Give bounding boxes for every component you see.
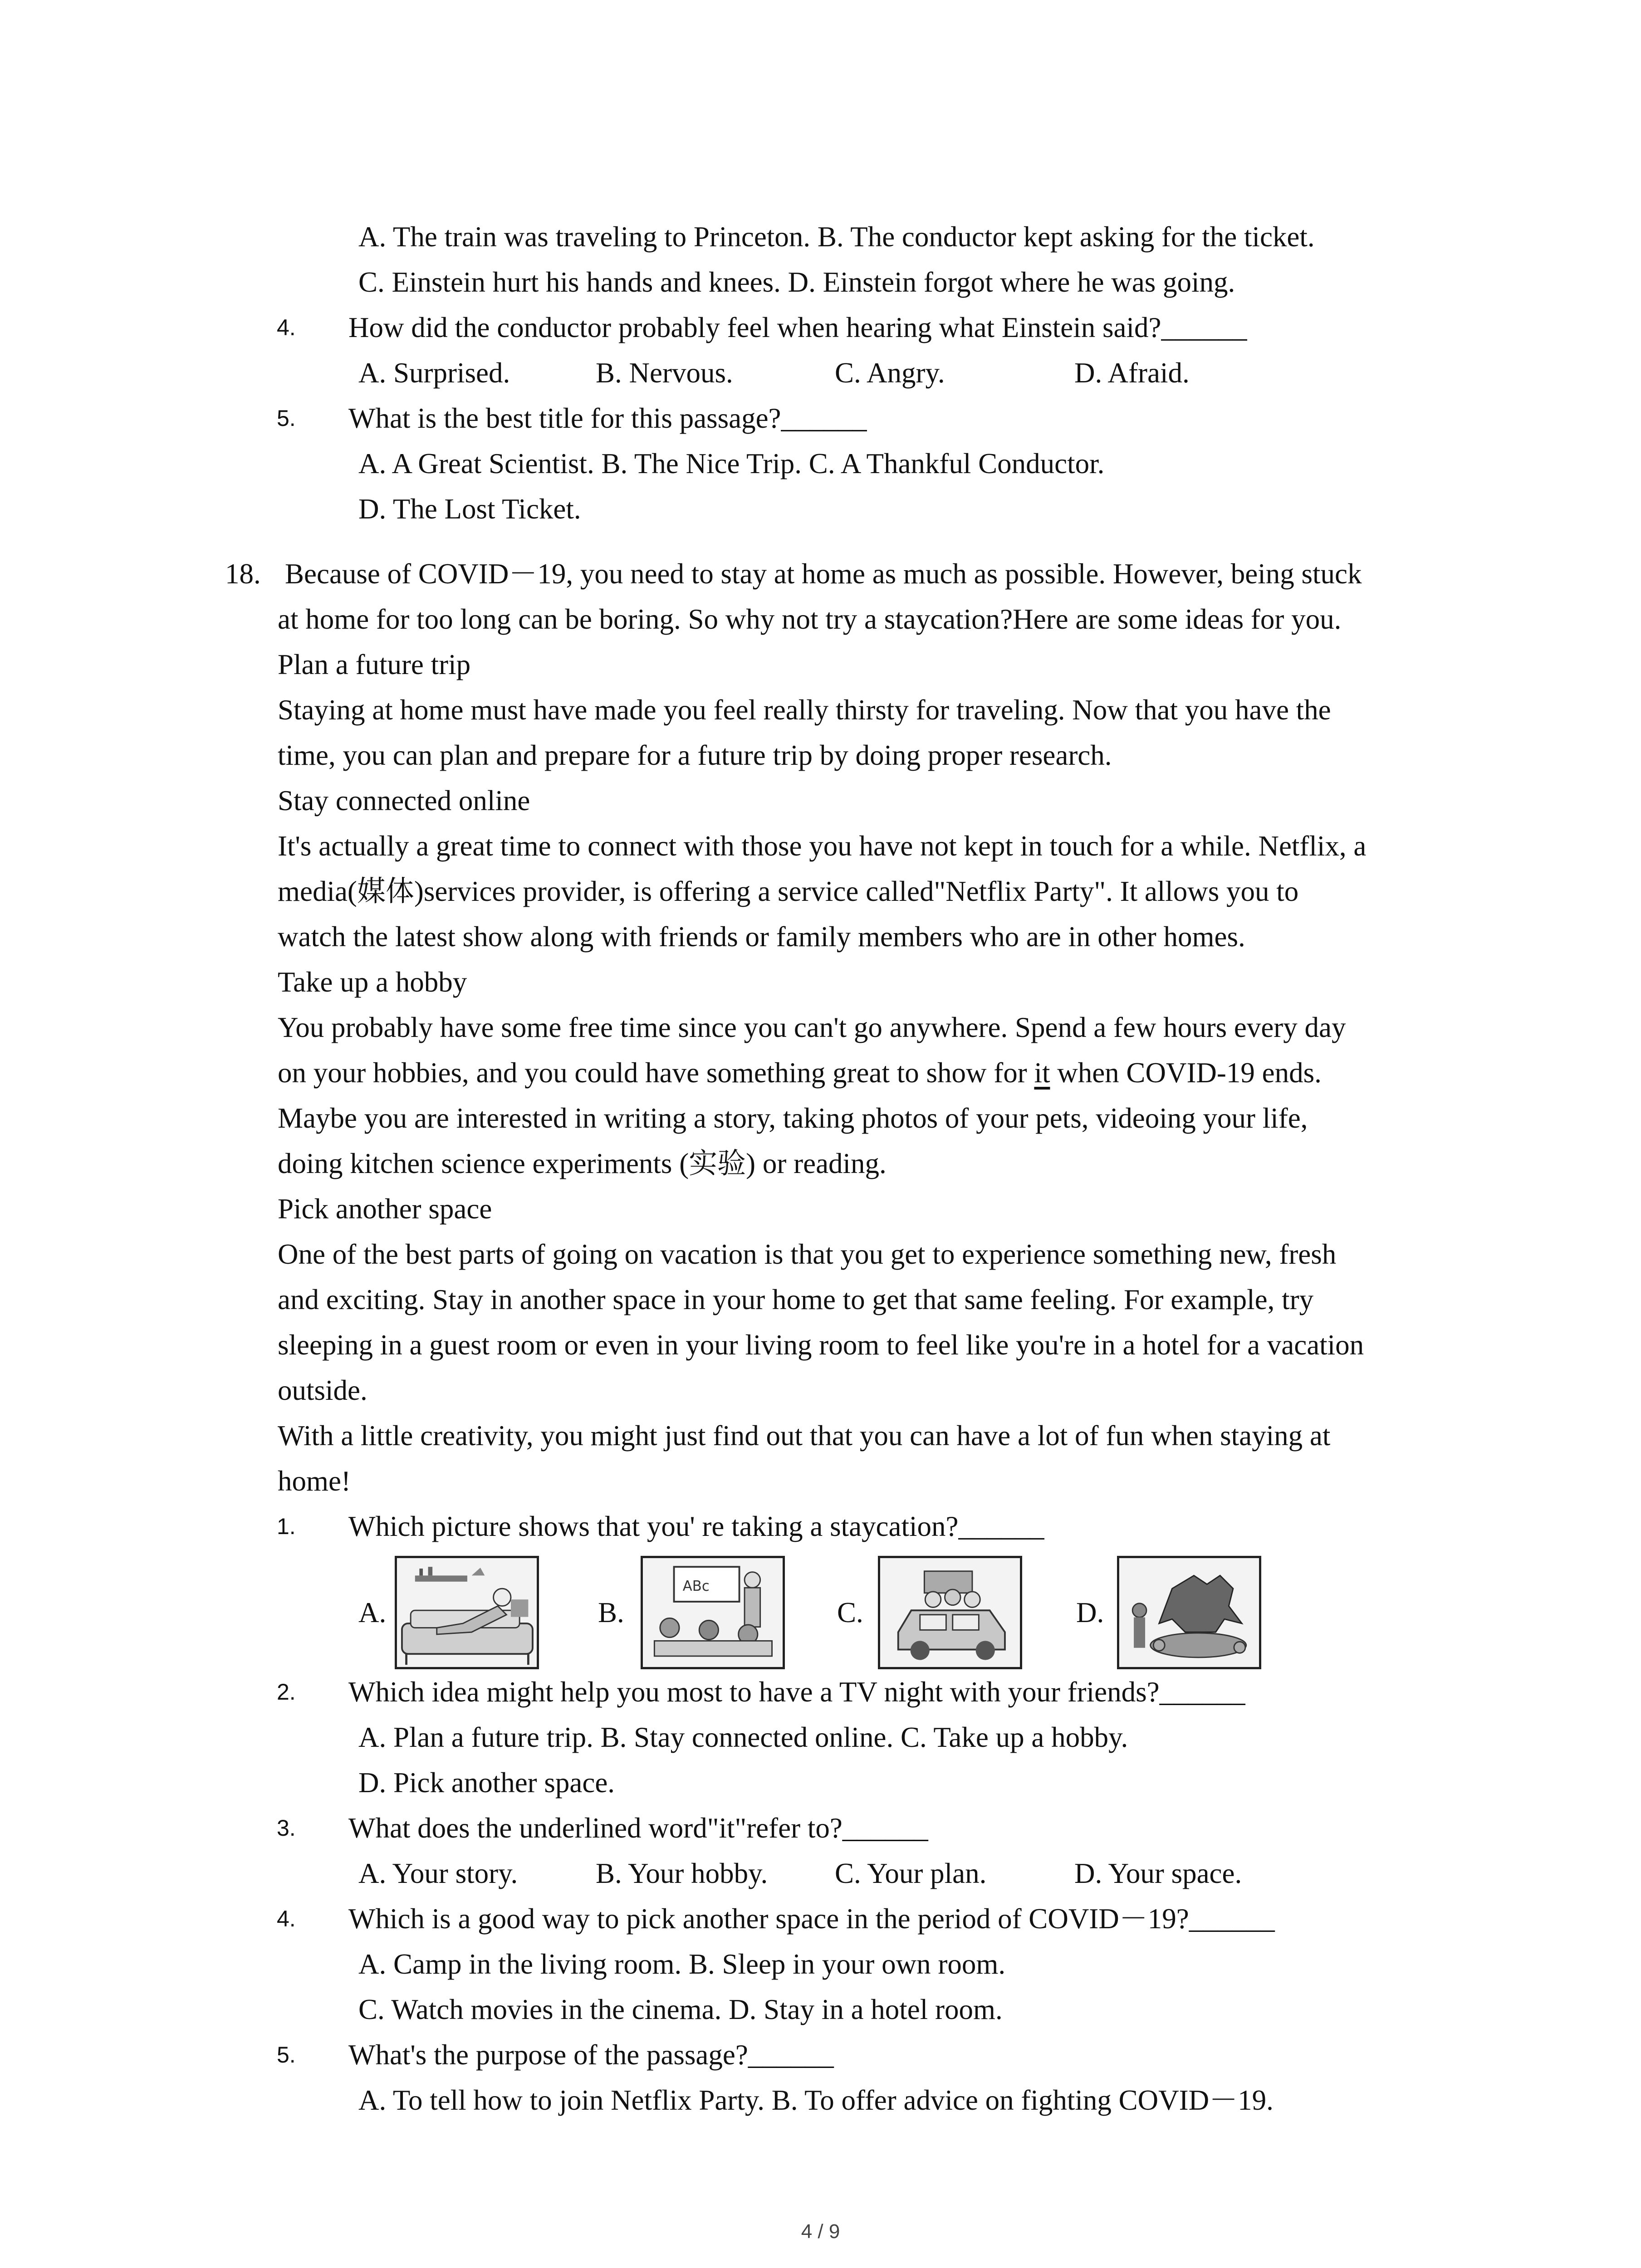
q5-question: What's the purpose of the passage?______ [348, 2039, 834, 2071]
q1-option-a-label: A. [358, 1597, 387, 1628]
q1-picture-c-car-trip [878, 1556, 1022, 1669]
passage-line: Staying at home must have made you feel really thirsty for traveling. Now that you have the [278, 694, 1331, 726]
dinosaur-museum-picture [1119, 1558, 1259, 1667]
passage-line [278, 1055, 1322, 1091]
passage-line: It's actually a great time to connect with those you have not kept in touch for a while. Netflix, a [278, 830, 1367, 862]
q2-options-line-2: D. Pick another space. [358, 1767, 615, 1799]
car-trip-picture [880, 1558, 1020, 1667]
svg-text:ABc: ABc [682, 1578, 710, 1594]
q2-number: 2. [277, 1679, 296, 1705]
passage-line: sleeping in a guest room or even in your living room to feel like you're in a hotel for a vacation [278, 1329, 1364, 1361]
passage-line: time, you can plan and prepare for a future trip by doing proper research. [278, 739, 1112, 771]
q1-option-c-label: C. [837, 1597, 863, 1628]
q2-options-line-1: A. Plan a future trip. B. Stay connected online. C. Take up a hobby. [358, 1721, 1128, 1753]
section-heading-plan-trip: Plan a future trip [278, 649, 471, 680]
passage-line: outside. [278, 1374, 367, 1406]
prev-q4-question: How did the conductor probably feel when hearing what Einstein said?______ [348, 312, 1247, 343]
section-heading-stay-connected: Stay connected online [278, 785, 530, 816]
q4-options-line-1: A. Camp in the living room. B. Sleep in your own room. [358, 1948, 1006, 1980]
passage-line: You probably have some free time since you can't go anywhere. Spend a few hours every day [278, 1012, 1346, 1043]
q4-question: Which is a good way to pick another space in the period of COVID－19?______ [348, 1903, 1275, 1935]
passage-line: at home for too long can be boring. So why not try a staycation?Here are some ideas for you. [278, 603, 1342, 635]
prev-q4-option-b: B. Nervous. [596, 357, 733, 389]
prev-q4-option-d: D. Afraid. [1074, 357, 1190, 389]
passage-line: and exciting. Stay in another space in your home to get that same feeling. For example, try [278, 1284, 1314, 1315]
sofa-relaxing-picture [397, 1558, 537, 1667]
q5-options-line-1: A. To tell how to join Netflix Party. B. To offer advice on fighting COVID－19. [358, 2084, 1274, 2116]
classroom-picture [643, 1558, 783, 1667]
prev-q3-options-line-1: A. The train was traveling to Princeton. B. The conductor kept asking for the ticket. [358, 221, 1315, 253]
passage-text: on your hobbies, and you could have something great to show for [278, 1057, 1034, 1089]
underlined-word-it: it [1034, 1057, 1050, 1089]
prev-q4-option-a: A. Surprised. [358, 357, 510, 389]
q1-question: Which picture shows that you' re taking a staycation?______ [348, 1510, 1044, 1542]
passage-line: doing kitchen science experiments (实验) or reading. [278, 1148, 887, 1179]
prev-q4-option-c: C. Angry. [835, 357, 945, 389]
q3-question: What does the underlined word"it"refer to?______ [348, 1812, 928, 1844]
passage-line: One of the best parts of going on vacation is that you get to experience something new, fresh [278, 1238, 1337, 1270]
prev-q5-number: 5. [277, 406, 296, 431]
q3-option-a: A. Your story. [358, 1857, 518, 1889]
q1-picture-d-museum-dinosaur [1117, 1556, 1261, 1669]
passage-line: media(媒体)services provider, is offering a service called"Netflix Party". It allows you to [278, 875, 1299, 907]
section-heading-another-space: Pick another space [278, 1193, 492, 1225]
prev-q4-number: 4. [277, 315, 296, 340]
passage-line: home! [278, 1465, 351, 1497]
passage-line: watch the latest show along with friends or family members who are in other homes. [278, 921, 1245, 953]
q1-picture-b-classroom [641, 1556, 785, 1669]
q3-option-d: D. Your space. [1074, 1857, 1242, 1889]
prev-q5-options-line-1: A. A Great Scientist. B. The Nice Trip. C. A Thankful Conductor. [358, 448, 1105, 479]
passage-line: Because of COVID－19, you need to stay at home as much as possible. However, being stuck [285, 558, 1362, 590]
q5-number: 5. [277, 2042, 296, 2068]
q4-number: 4. [277, 1906, 296, 1931]
q1-number: 1. [277, 1514, 296, 1539]
prev-q3-options-line-2: C. Einstein hurt his hands and knees. D. Einstein forgot where he was going. [358, 266, 1235, 298]
q4-options-line-2: C. Watch movies in the cinema. D. Stay in a hotel room. [358, 1994, 1003, 2025]
section-heading-hobby: Take up a hobby [278, 966, 467, 998]
q1-option-d-label: D. [1076, 1597, 1104, 1628]
prev-q5-question: What is the best title for this passage?______ [348, 402, 867, 434]
q3-option-b: B. Your hobby. [596, 1857, 768, 1889]
passage-line: Maybe you are interested in writing a story, taking photos of your pets, videoing your life, [278, 1102, 1308, 1134]
passage-line: With a little creativity, you might just find out that you can have a lot of fun when staying at [278, 1420, 1331, 1452]
q2-question: Which idea might help you most to have a TV night with your friends?______ [348, 1676, 1245, 1708]
passage-18-number: 18. [225, 558, 261, 590]
q3-number: 3. [277, 1815, 296, 1841]
prev-q5-options-line-2: D. The Lost Ticket. [358, 493, 581, 525]
passage-text: when COVID-19 ends. [1050, 1057, 1322, 1089]
q3-option-c: C. Your plan. [835, 1857, 987, 1889]
q1-option-b-label: B. [598, 1597, 624, 1628]
q1-picture-a-sofa [395, 1556, 539, 1669]
page-number: 4 / 9 [801, 2220, 840, 2243]
